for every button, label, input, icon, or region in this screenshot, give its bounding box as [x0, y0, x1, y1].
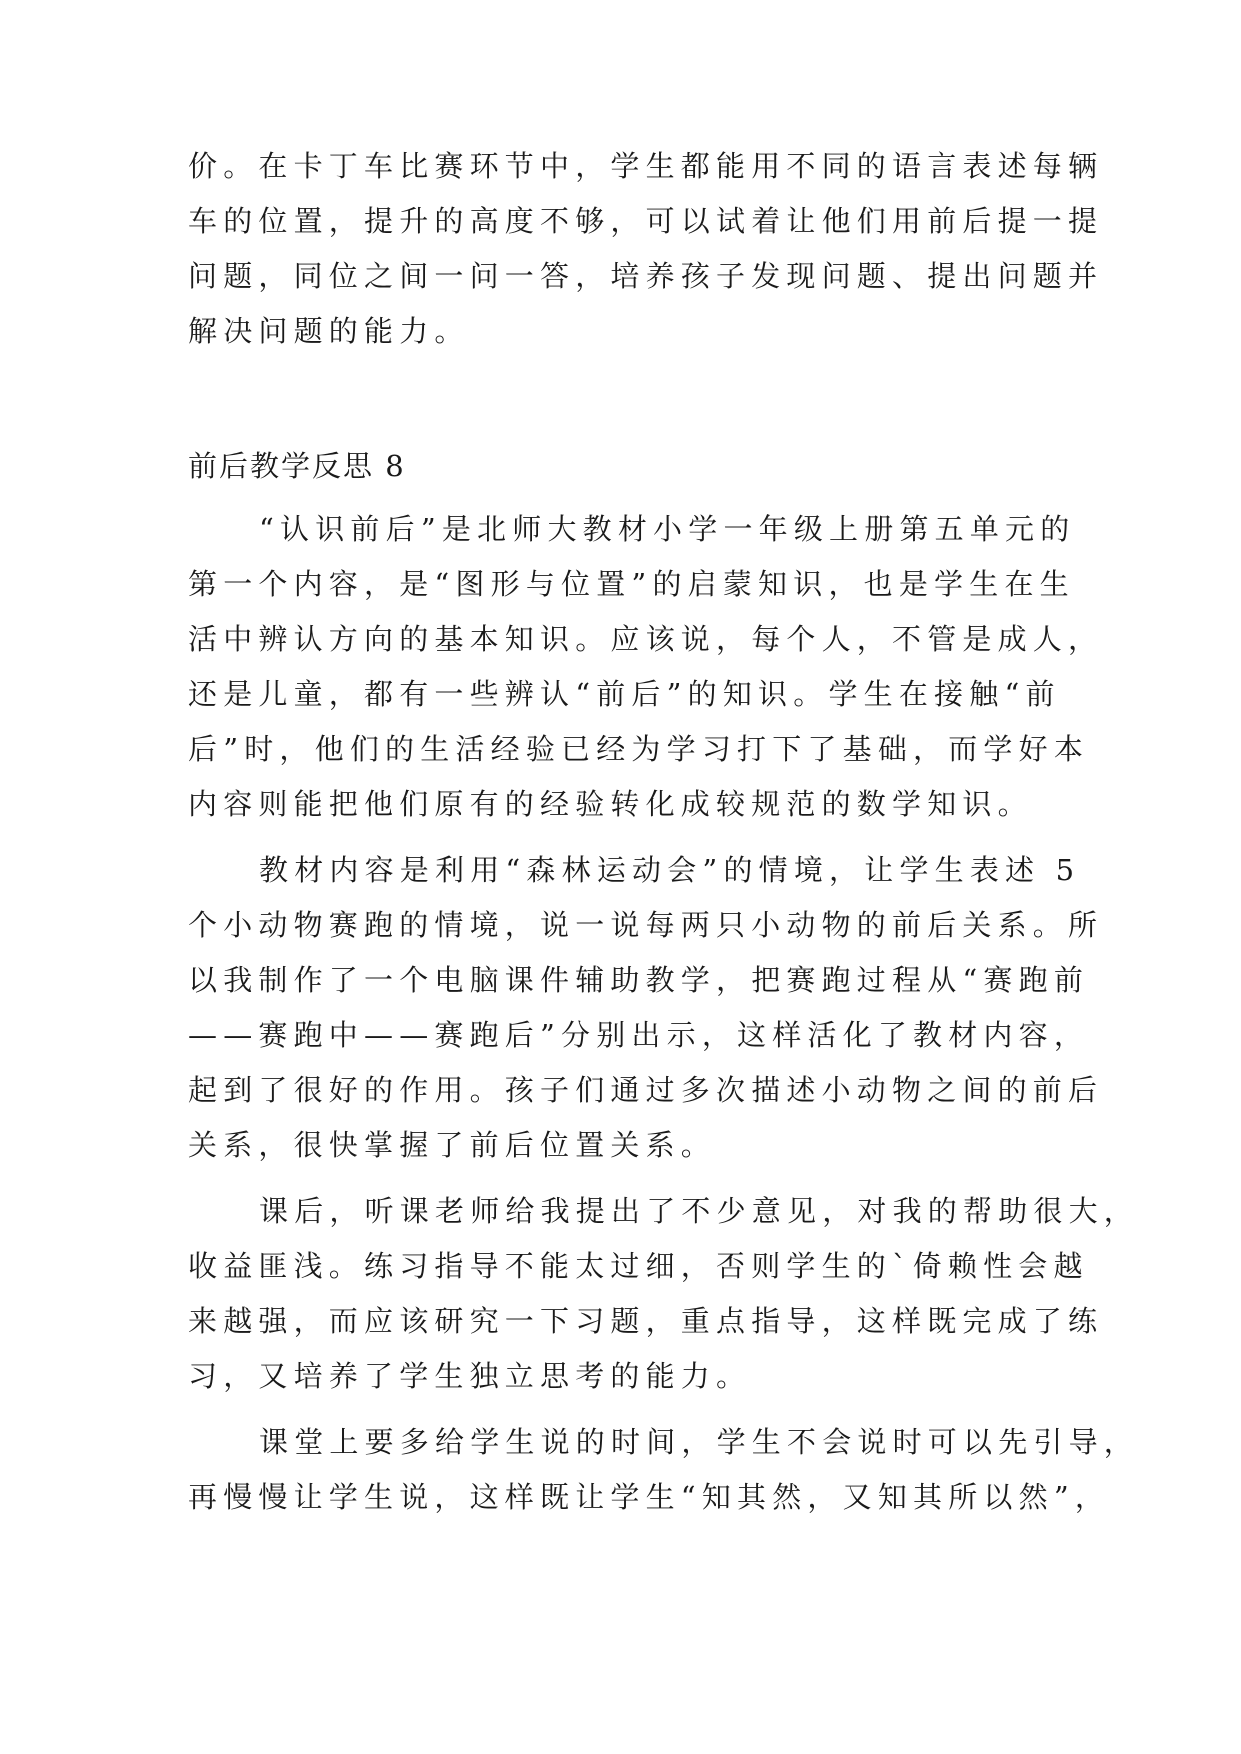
text-line: 解决问题的能力。: [188, 314, 470, 348]
text-line: “认识前后”是北师大教材小学一年级上册第五单元的: [259, 512, 1076, 546]
text-line: 以我制作了一个电脑课件辅助教学，把赛跑过程从“赛跑前: [188, 963, 1090, 997]
text-line: 关系，很快掌握了前后位置关系。: [188, 1128, 717, 1162]
text-line: 价。在卡丁车比赛环节中，学生都能用不同的语言表述每辆: [188, 149, 1104, 183]
text-line: 习，又培养了学生独立思考的能力。: [188, 1359, 752, 1393]
text-line: 内容则能把他们原有的经验转化成较规范的数学知识。: [188, 787, 1033, 821]
text-line: 来越强，而应该研究一下习题，重点指导，这样既完成了练: [188, 1304, 1104, 1338]
text-line: 课堂上要多给学生说的时间，学生不会说时可以先引导，: [259, 1425, 1140, 1459]
text-line: 再慢慢让学生说，这样既让学生“知其然，又知其所以然”，: [188, 1480, 1111, 1514]
text-line: 教材内容是利用“森林运动会”的情境，让学生表述 5: [259, 853, 1081, 887]
text-line: 起到了很好的作用。孩子们通过多次描述小动物之间的前后: [188, 1073, 1104, 1107]
text-line: 后”时，他们的生活经验已经为学习打下了基础，而学好本: [188, 732, 1090, 766]
text-line: 个小动物赛跑的情境，说一说每两只小动物的前后关系。所: [188, 908, 1104, 942]
text-line: ——赛跑中——赛跑后”分别出示，这样活化了教材内容，: [188, 1018, 1090, 1052]
text-line: 车的位置，提升的高度不够，可以试着让他们用前后提一提: [188, 204, 1104, 238]
text-line: 活中辨认方向的基本知识。应该说，每个人，不管是成人，: [188, 622, 1104, 656]
text-line: 第一个内容，是“图形与位置”的启蒙知识，也是学生在生: [188, 567, 1075, 601]
section-title: 前后教学反思 8: [188, 449, 406, 483]
text-line: 还是儿童，都有一些辨认“前后”的知识。学生在接触“前: [188, 677, 1061, 711]
text-line: 收益匪浅。练习指导不能太过细，否则学生的`倚赖性会越: [188, 1249, 1089, 1283]
text-line: 课后，听课老师给我提出了不少意见，对我的帮助很大，: [259, 1194, 1140, 1228]
text-line: 问题，同位之间一问一答，培养孩子发现问题、提出问题并: [188, 259, 1104, 293]
